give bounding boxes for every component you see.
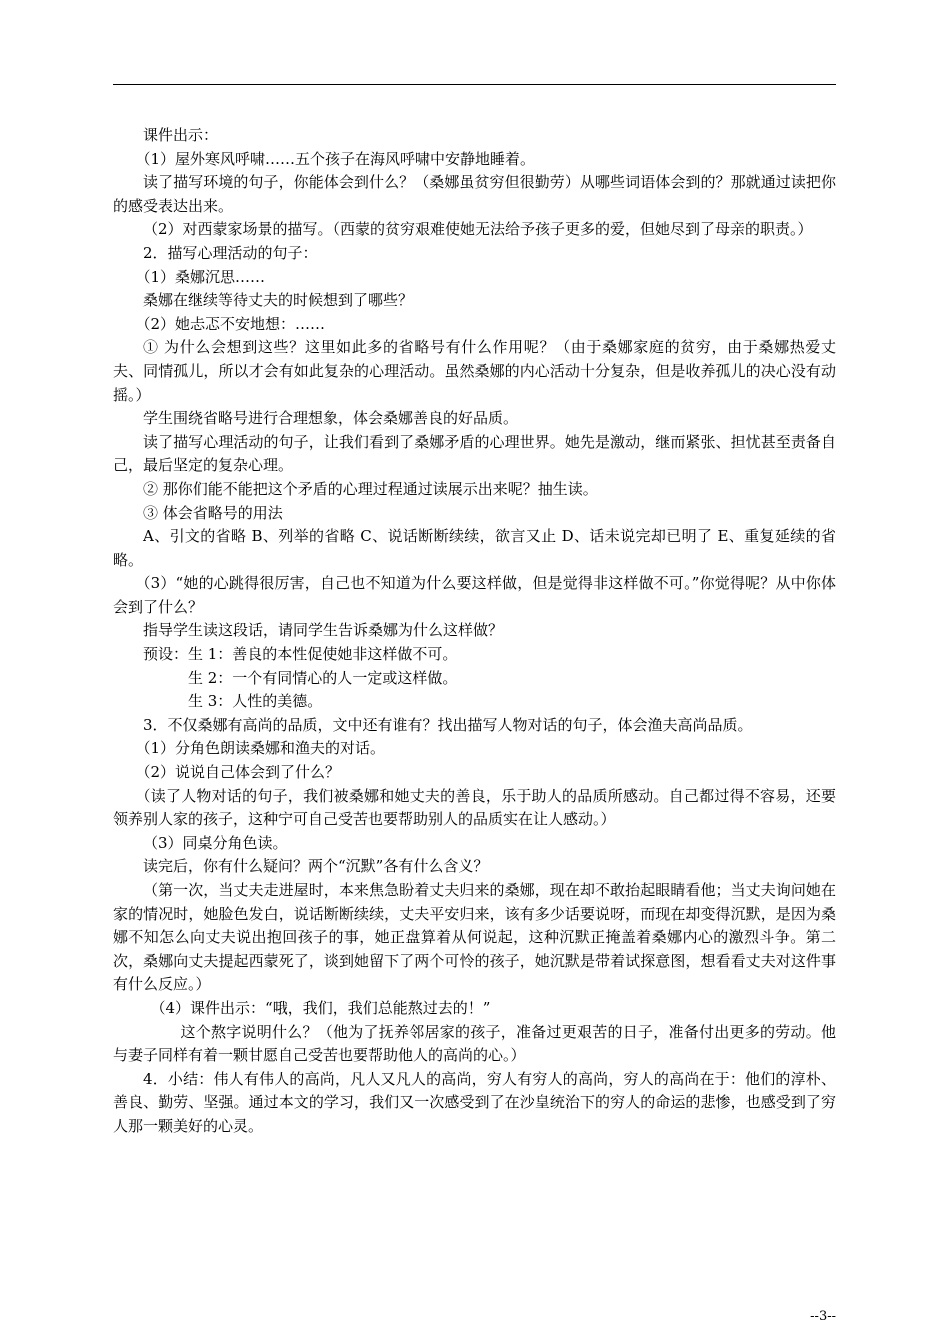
- paragraph: （读了人物对话的句子，我们被桑娜和她丈夫的善良，乐于助人的品质所感动。自己都过得不容易，还要领养别人家的孩子，这种宁可自己受苦也要帮助别人的品质实在让人感动。）: [113, 786, 836, 829]
- paragraph: 学生围绕省略号进行合理想象，体会桑娜善良的好品质。: [143, 409, 519, 428]
- paragraph: （2）说说自己体会到了什么？: [135, 763, 341, 782]
- paragraph: 桑娜在继续等待丈夫的时候想到了哪些？: [143, 291, 414, 310]
- paragraph: （2）她忐忑不安地想：……: [135, 314, 326, 333]
- header-rule: [113, 84, 836, 85]
- paragraph: （第一次，当丈夫走进屋时，本来焦急盼着丈夫归来的桑娜，现在却不敢抬起眼睛看他；当丈夫询问她在家的情况时，她脸色发白，说话断断续续，丈夫平安归来，该有多少话要说呀，而现在却变得沉默，是因为桑娜不知怎么向丈夫说出抱回孩子的事，她正盘算着从何说起，这种沉默正掩盖着桑娜内心的激烈斗争。第二次，桑娜向丈夫提起西蒙死了，谈到她留下了两个可怜的孩子，她沉默是带着试探意图，想看看丈夫对这件事有什么反应。）: [113, 881, 836, 994]
- page-number: --3--: [810, 1309, 836, 1324]
- paragraph: 生 3：人性的美德。: [188, 692, 323, 711]
- paragraph: （3）“她的心跳得很厉害，自己也不知道为什么要这样做，但是觉得非这样做不可。”你觉得呢？从中你体会到了什么？: [113, 574, 836, 616]
- paragraph: 预设：生 1：善良的本性促使她非这样做不可。: [143, 645, 458, 664]
- paragraph: 指导学生读这段话，请同学生告诉桑娜为什么这样做？: [143, 621, 504, 640]
- paragraph: A、引文的省略 B、列举的省略 C、说话断断续续，欲言又止 D、话未说完却已明了 E、重复延续的省略。: [113, 527, 836, 569]
- paragraph: （2）对西蒙家场景的描写。（西蒙的贫穷艰难使她无法给予孩子更多的爱，但她尽到了母亲的职责。）: [143, 220, 813, 239]
- paragraph: （1）桑娜沉思……: [135, 267, 266, 286]
- paragraph: 4．小结：伟人有伟人的高尚，凡人又凡人的高尚，穷人有穷人的高尚，穷人的高尚在于：他们的淳朴、善良、勤劳、坚强。通过本文的学习，我们又一次感受到了在沙皇统治下的穷人的命运的悲惨，也感受到了穷人那一颗美好的心灵。: [113, 1069, 836, 1135]
- document-body: [113, 124, 836, 1139]
- paragraph: 3．不仅桑娜有高尚的品质，文中还有谁有？找出描写人物对话的句子，体会渔夫高尚品质。: [143, 715, 753, 734]
- paragraph: 读了描写心理活动的句子，让我们看到了桑娜矛盾的心理世界。她先是激动，继而紧张、担忧甚至责备自己，最后坚定的复杂心理。: [113, 432, 836, 475]
- paragraph: ② 那你们能不能把这个矛盾的心理过程通过读展示出来呢？抽生读。: [143, 479, 598, 498]
- paragraph: ① 为什么会想到这些？这里如此多的省略号有什么作用呢？（由于桑娜家庭的贫穷，由于桑娜热爱丈夫、同情孤儿，所以才会有如此复杂的心理活动。虽然桑娜的内心活动十分复杂，但是收养孤儿的决心没有动摇。）: [113, 338, 836, 404]
- paragraph: （1）分角色朗读桑娜和渔夫的对话。: [135, 739, 386, 758]
- paragraph: ③ 体会省略号的用法: [143, 503, 283, 522]
- paragraph: 这个熬字说明什么？（他为了抚养邻居家的孩子，准备过更艰苦的日子，准备付出更多的劳动。他与妻子同样有着一颗甘愿自己受苦也要帮助他人的高尚的心。）: [113, 1022, 836, 1065]
- paragraph: 读了描写环境的句子，你能体会到什么？（桑娜虽贫穷但很勤劳）从哪些词语体会到的？那就通过读把你的感受表达出来。: [113, 173, 836, 215]
- paragraph: （3）同桌分角色读。: [143, 833, 288, 852]
- paragraph: 读完后，你有什么疑问？两个“沉默”各有什么含义？: [143, 857, 489, 876]
- paragraph: 生 2：一个有同情心的人一定或这样做。: [188, 668, 458, 687]
- paragraph: （4）课件出示：“哦，我们，我们总能熬过去的！”: [150, 998, 491, 1017]
- paragraph: 课件出示：: [143, 126, 219, 144]
- paragraph: 2．描写心理活动的句子：: [143, 243, 318, 262]
- paragraph: （1）屋外寒风呼啸……五个孩子在海风呼啸中安静地睡着。: [135, 149, 536, 168]
